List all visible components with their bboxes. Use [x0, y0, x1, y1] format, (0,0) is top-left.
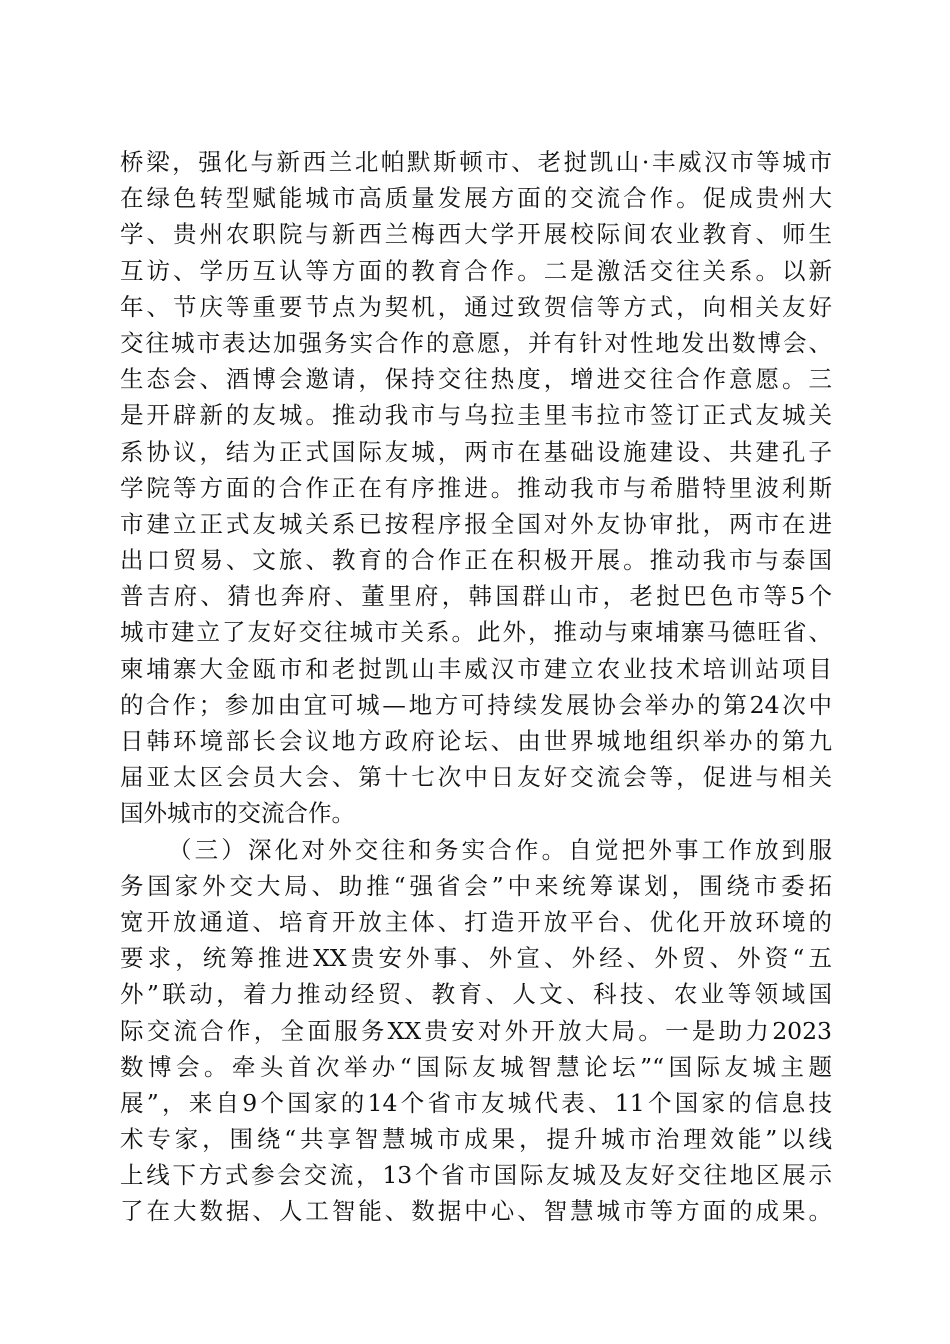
text-line: 是开辟新的友城。推动我市与乌拉圭里韦拉市签订正式友城关 — [120, 401, 832, 430]
text-line: 在绿色转型赋能城市高质量发展方面的交流合作。促成贵州大 — [120, 184, 832, 213]
text-line: 学院等方面的合作正在有序推进。推动我市与希腊特里波利斯 — [120, 473, 832, 502]
text-line: 上线下方式参会交流，13个省市国际友城及友好交往地区展示 — [120, 1161, 832, 1190]
text-line: 宽开放通道、培育开放主体、打造开放平台、优化开放环境的 — [120, 907, 832, 936]
text-line: 桥梁，强化与新西兰北帕默斯顿市、老挝凯山·丰威汉市等城市 — [120, 148, 832, 176]
text-line: 际交流合作，全面服务XX贵安对外开放大局。一是助力2023 — [120, 1016, 832, 1045]
text-line: 展”，来自9个国家的14个省市友城代表、11个国家的信息技 — [120, 1088, 832, 1117]
text-line: 国外城市的交流合作。 — [120, 799, 355, 828]
text-line: 日韩环境部长会议地方政府论坛、由世界城地组织举办的第九 — [120, 727, 832, 755]
text-line: 要求，统筹推进XX贵安外事、外宣、外经、外贸、外资“五 — [120, 944, 832, 973]
text-line: 的合作；参加由宜可城—地方可持续发展协会举办的第24次中 — [120, 690, 832, 719]
body-text — [120, 144, 832, 1230]
text-line: 出口贸易、文旅、教育的合作正在积极开展。推动我市与泰国 — [120, 546, 832, 575]
text-line: 普吉府、猜也奔府、董里府，韩国群山市，老挝巴色市等5个 — [120, 582, 832, 611]
section-heading-line: （三）深化对外交往和务实合作。自觉把外事工作放到服 — [168, 835, 832, 864]
text-line: 生态会、酒博会邀请，保持交往热度，增进交往合作意愿。三 — [120, 365, 832, 394]
text-line: 数博会。牵头首次举办“国际友城智慧论坛”“国际友城主题 — [120, 1052, 832, 1081]
text-line: 务国家外交大局、助推“强省会”中来统筹谋划，围绕市委拓 — [120, 871, 832, 900]
text-line: 届亚太区会员大会、第十七次中日友好交流会等，促进与相关 — [120, 763, 832, 792]
text-line: 城市建立了友好交往城市关系。此外，推动与柬埔寨马德旺省、 — [120, 618, 832, 647]
text-line: 市建立正式友城关系已按程序报全国对外友协审批，两市在进 — [120, 509, 832, 538]
text-line: 学、贵州农职院与新西兰梅西大学开展校际间农业教育、师生 — [120, 220, 832, 249]
text-line: 了在大数据、人工智能、数据中心、智慧城市等方面的成果。 — [120, 1197, 832, 1226]
text-line: 系协议，结为正式国际友城，两市在基础设施建设、共建孔子 — [120, 437, 832, 466]
text-line: 外”联动，着力推动经贸、教育、人文、科技、农业等领域国 — [120, 980, 832, 1009]
text-line: 互访、学历互认等方面的教育合作。二是激活交往关系。以新 — [120, 256, 832, 285]
text-line: 交往城市表达加强务实合作的意愿，并有针对性地发出数博会、 — [120, 328, 832, 357]
text-line: 术专家，围绕“共享智慧城市成果，提升城市治理效能”以线 — [120, 1125, 832, 1154]
text-line: 年、节庆等重要节点为契机，通过致贺信等方式，向相关友好 — [120, 292, 832, 321]
text-line: 柬埔寨大金瓯市和老挝凯山丰威汉市建立农业技术培训站项目 — [120, 654, 832, 683]
